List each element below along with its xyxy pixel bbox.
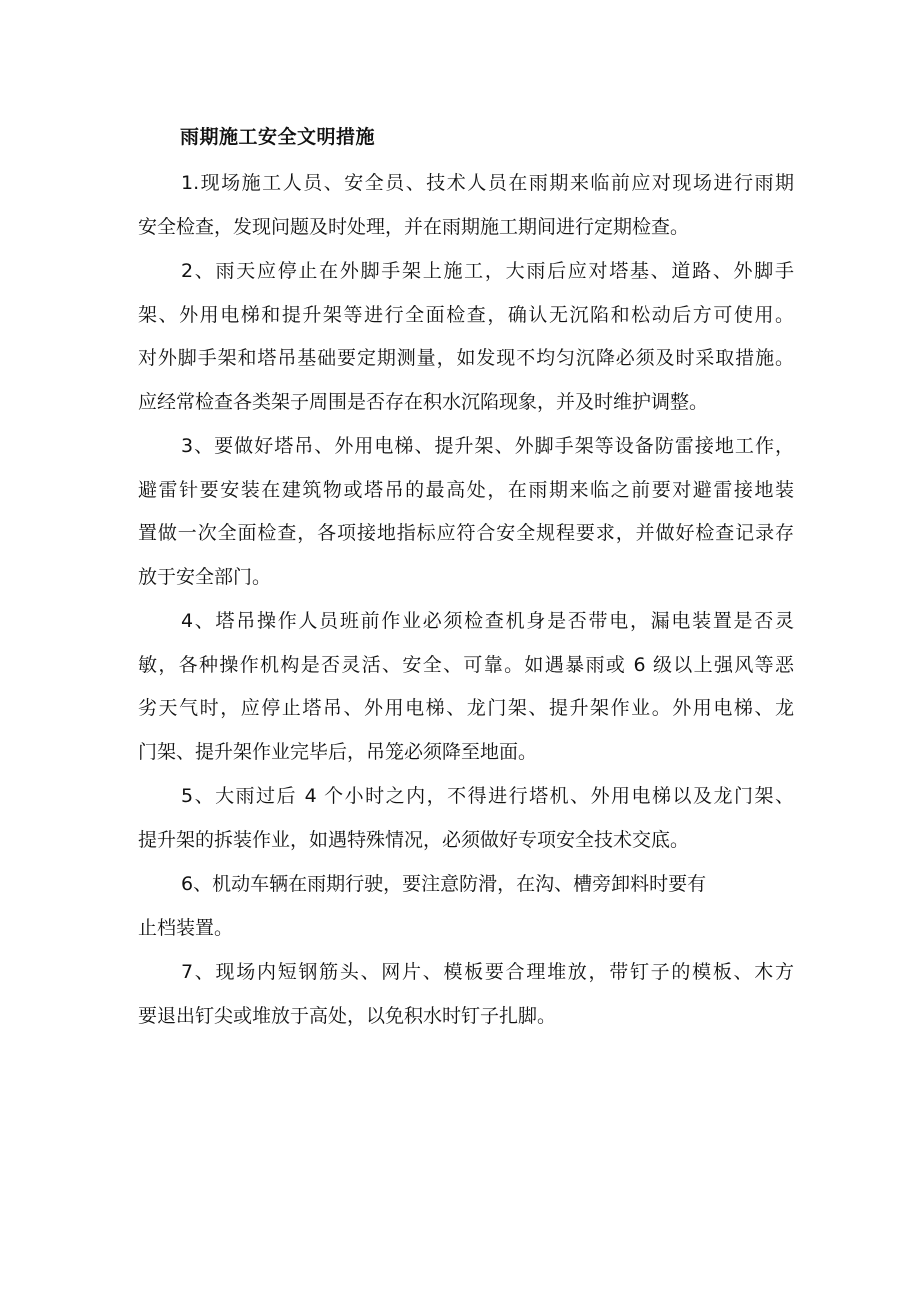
paragraph-6 (138, 863, 794, 950)
paragraph-5 (138, 775, 794, 862)
paragraph-line: 安全检查，发现问题及时处理，并在雨期施工期间进行定期检查。 (138, 215, 690, 238)
paragraph-line: 门架、提升架作业完毕后，吊笼必须降至地面。 (138, 740, 538, 763)
paragraph-line: 置做一次全面检查，各项接地指标应符合安全规程要求，并做好检查记录存 (138, 522, 794, 544)
paragraph-line: 提升架的拆装作业，如遇特殊情况，必须做好专项安全技术交底。 (138, 828, 690, 851)
paragraph-line: 7、现场内短钢筋头、网片、模板要合理堆放，带钉子的模板、木方 (181, 961, 794, 983)
paragraph-line: 架、外用电梯和提升架等进行全面检查，确认无沉陷和松动后方可使用。 (138, 303, 794, 326)
paragraph-line: 2、雨天应停止在外脚手架上施工，大雨后应对塔基、道路、外脚手 (181, 260, 794, 282)
paragraph-line: 应经常检查各类架子周围是否存在积水沉陷现象，并及时维护调整。 (138, 390, 709, 413)
paragraph-line: 1.现场施工人员、安全员、技术人员在雨期来临前应对现场进行雨期 (181, 172, 794, 194)
paragraph-line: 劣天气时，应停止塔吊、外用电梯、龙门架、提升架作业。外用电梯、龙 (138, 697, 794, 719)
paragraph-line: 对外脚手架和塔吊基础要定期测量，如发现不均匀沉降必须及时采取措施。 (138, 347, 794, 369)
paragraph-4 (138, 600, 794, 774)
paragraph-line: 6、机动车辆在雨期行驶，要注意防滑，在沟、槽旁卸料时要有 (181, 873, 707, 895)
paragraph-1 (138, 162, 794, 249)
paragraph-line: 敏，各种操作机构是否灵活、安全、可靠。如遇暴雨或 6 级以上强风等恶 (138, 653, 794, 676)
paragraph-line: 放于安全部门。 (138, 565, 272, 588)
paragraph-line: 要退出钉尖或堆放于高处，以免积水时钉子扎脚。 (138, 1004, 557, 1027)
paragraph-line: 4、塔吊操作人员班前作业必须检查机身是否带电，漏电装置是否灵 (181, 610, 794, 632)
paragraph-3 (138, 425, 794, 599)
paragraph-line: 5、大雨过后 4 个小时之内，不得进行塔机、外用电梯以及龙门架、 (181, 785, 794, 807)
document-page (138, 121, 794, 1039)
paragraph-line: 止档装置。 (138, 916, 234, 939)
paragraph-7 (138, 951, 794, 1038)
document-title: 雨期施工安全文明措施 (180, 126, 376, 148)
paragraph-2 (138, 250, 794, 424)
paragraph-line: 3、要做好塔吊、外用电梯、提升架、外脚手架等设备防雷接地工作， (181, 435, 794, 457)
paragraph-line: 避雷针要安装在建筑物或塔吊的最高处，在雨期来临之前要对避雷接地装 (138, 478, 794, 501)
